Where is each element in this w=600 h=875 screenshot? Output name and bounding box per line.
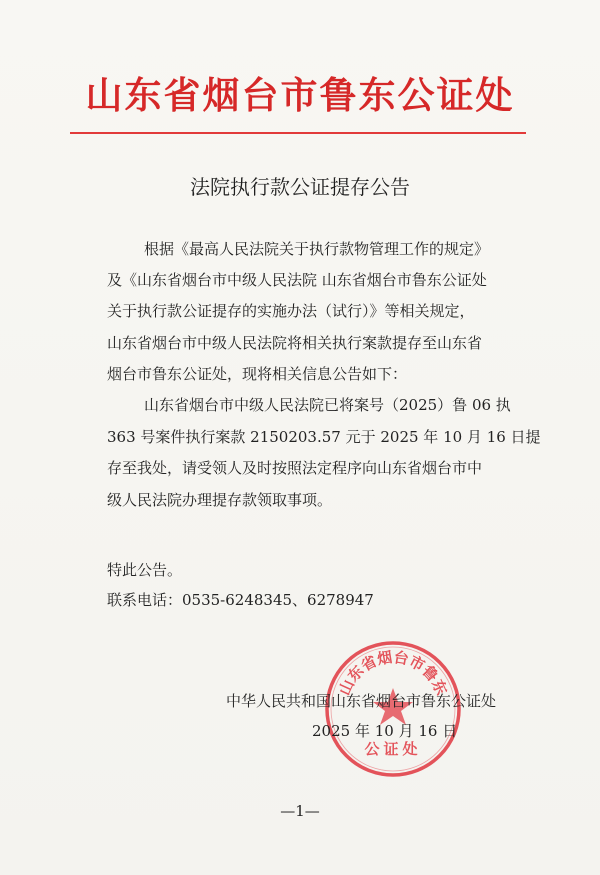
paragraph1-line-2: 及《山东省烟台市中级人民法院 山东省烟台市鲁东公证处 xyxy=(107,271,487,289)
notice-title: 法院执行款公证提存公告 xyxy=(190,175,410,199)
closing-statement: 特此公告。 xyxy=(107,561,183,579)
paragraph2-line-4: 级人民法院办理提存款领取事项。 xyxy=(107,491,333,509)
letterhead-red-rule xyxy=(70,132,526,134)
paragraph2-line-2: 363 号案件执行案款 2150203.57 元于 2025 年 10 月 16 日提 xyxy=(107,428,541,446)
letterhead-org-name: 山东省烟台市鲁东公证处 xyxy=(85,73,515,117)
paragraph1-line-5: 烟台市鲁东公证处，现将相关信息公告如下： xyxy=(107,365,408,383)
seal-arc-text: 山东省烟台市鲁东 xyxy=(335,648,451,698)
issue-date: 2025 年 10 月 16 日 xyxy=(312,722,458,740)
seal-bottom-text: 公证处 xyxy=(364,740,422,758)
contact-phone: 联系电话：0535-6248345、6278947 xyxy=(107,591,374,609)
issuer-name: 中华人民共和国山东省烟台市鲁东公证处 xyxy=(226,692,497,710)
paragraph2-line-1: 山东省烟台市中级人民法院已将案号（2025）鲁 06 执 xyxy=(144,396,511,414)
paragraph1-line-3: 关于执行款公证提存的实施办法（试行）》等相关规定， xyxy=(107,302,475,320)
page-number: —1— xyxy=(280,802,320,820)
paragraph1-line-4: 山东省烟台市中级人民法院将相关执行案款提存至山东省 xyxy=(107,334,483,352)
paragraph1-line-1: 根据《最高人民法院关于执行款物管理工作的规定》 xyxy=(144,240,490,258)
paragraph2-line-3: 存至我处，请受领人及时按照法定程序向山东省烟台市中 xyxy=(107,459,483,477)
